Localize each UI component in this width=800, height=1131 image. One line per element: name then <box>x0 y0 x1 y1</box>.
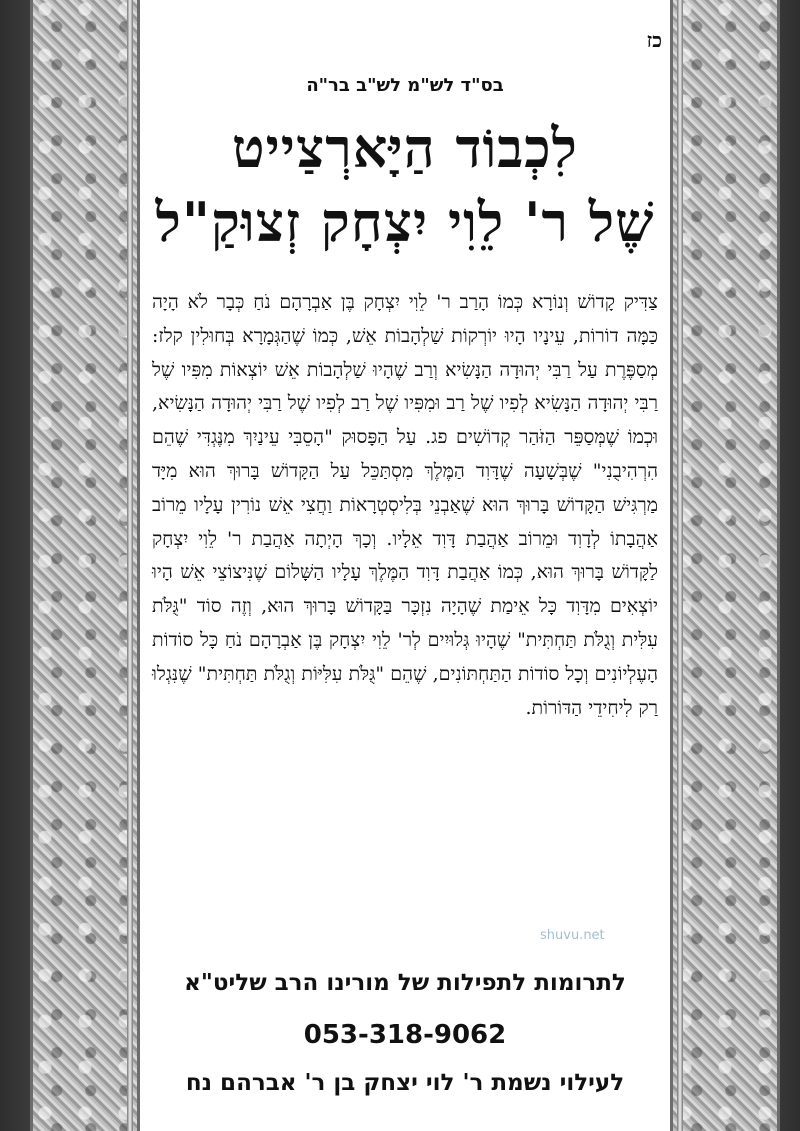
bsd-header: בס"ד לש"מ לש"ב בר"ה <box>306 75 504 96</box>
memorial-line: לעילוי נשמת ר' לוי יצחק בן ר' אברהם נח <box>185 1070 625 1096</box>
title-line-2: שֶׁל ר' לֵוִי יִצְחָק זְצוּקַ"ל <box>155 190 655 254</box>
body-paragraph: צַדִּיק קָדוֹשׁ וְנוֹרָא כְּמוֹ הָרַב ר' לֵוִי יִצְחָק בֶּן אַבְרָהָם נֹחַ כְּבָר לֹא הָיָה כַּמָּה דוֹרוֹת, עֵינָיו הָיוּ יוֹרְקוֹת שַׁלְהָבוֹת אֵשׁ, כְּמוֹ שֶׁהַגְּמָרָא בְּחוּלִין קלז: מְסַפֶּרֶת עַל רַבִּי יְהוּדָה הַנָּשִׂיא וְרַב שֶׁהָיוּ שַׁלְהָבוֹת אֵשׁ יוֹצְאוֹת מִפִּיו שֶׁל רַבִּי יְהוּדָה הַנָּשִׂיא לְפִיו שֶׁל רַב וּמִפִּיו שֶׁל רַב לְפִיו שֶׁל רַבִּי יְהוּדָה הַנָּשִׂיא, וּכְמוֹ שֶׁמְּסַפֵּר הַזֹּהַר קְדוֹשִׁים פג. עַל הַפָּסוּק "הָסֵבִּי עֵינַיִךְ מִנֶּגְדִּי שֶׁהֵם הִרְהִיבֻנִי" שֶׁבְּשָׁעָה שֶׁדָּוִד הַמֶּלֶךְ מִסְתַּכֵּל עַל הַקָּדוֹשׁ בָּרוּךְ הוּא מִיָּד מַרְגִּישׁ הַקָּדוֹשׁ בָּרוּךְ הוּא שֶׁאַבְנֵי בְּלִיסְטְרָאוֹת וַחֲצִי אֵשׁ נוֹרִין עָלָיו מֵרוֹב אַהֲבָתוֹ לְדָוִד וּמֵרוֹב אַהֲבַת דָּוִד אֵלָיו. וְכָךְ הָיְתָה אַהֲבַת ר' לֵוִי יִצְחָק לַקָּדוֹשׁ בָּרוּךְ הוּא, כְּמוֹ אַהֲבַת דָּוִד הַמֶּלֶךְ עָלָיו הַשָּׁלוֹם שֶׁנִּיצוֹצֵי אֵשׁ הָיוּ יוֹצְאִים מִדָּוִד כָּל אֵימַת שֶׁהָיָה נִזְכָּר בַּקָּדוֹשׁ בָּרוּךְ הוּא, וְזֶה סוֹד "גֻּלֹּת עִלִּית וְגֻלֹּת תַּחְתִּית" שֶׁהָיוּ גְּלוּיִים לְר' לֵוִי יִצְחָק בֶּן אַבְרָהָם נֹחַ כָּל סוֹדוֹת הָעֶלְיוֹנִים וְכָל סוֹדוֹת הַתַּחְתּוֹנִים, שֶׁהֵם "גֻּלֹּת עִלִּיּוֹת וְגֻלֹּת תַּחְתִּית" שֶׁנִּגְלוּ רַק לִיחִידֵי הַדּוֹרוֹת. <box>152 291 658 719</box>
ornamental-border-left <box>30 0 140 1131</box>
donation-line: לתרומות לתפילות של מורינו הרב שליט"א <box>184 970 626 996</box>
title-line-1: לִכְבוֹד הַיָּארְצַייט <box>232 116 578 180</box>
ornamental-border-right <box>670 0 780 1131</box>
watermark: shuvu.net <box>540 928 605 943</box>
page-content <box>140 0 670 1131</box>
page-number: כז <box>646 28 662 52</box>
phone-number[interactable]: 053-318-9062 <box>303 1020 507 1050</box>
